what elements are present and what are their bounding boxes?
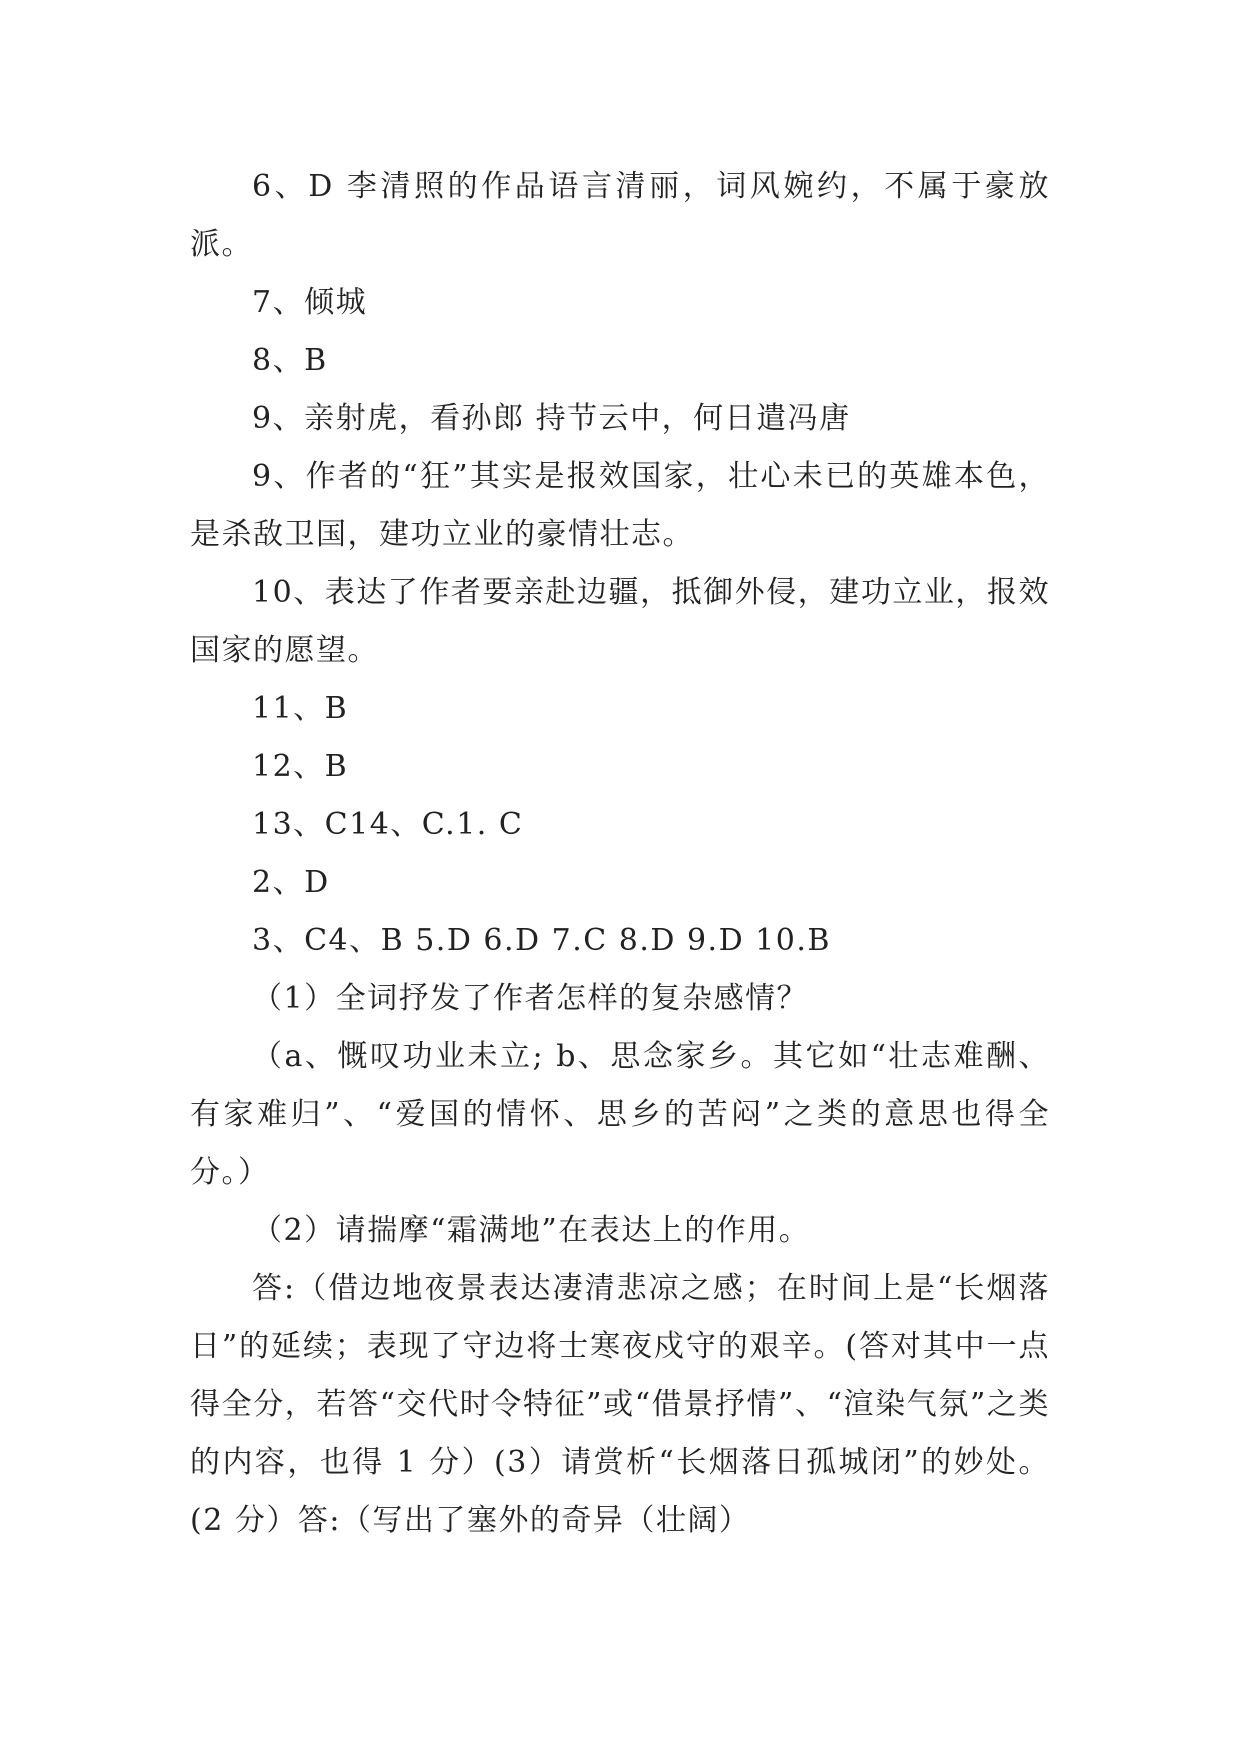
question-1: （1）全词抒发了作者怎样的复杂感情？: [252, 981, 809, 1016]
question-2: （2）请揣摩“霜满地”在表达上的作用。: [252, 1213, 811, 1248]
answer-item-13: 13、C14、C.1. C: [252, 807, 524, 842]
answer-item-10: 10、表达了作者要亲赴边疆，抵御外侵，建功立业，报效国家的愿望。: [190, 575, 1050, 668]
answer-item-3: 3、C4、B 5.D 6.D 7.C 8.D 9.D 10.B: [252, 923, 831, 958]
answer-item-11: 11、B: [252, 691, 349, 726]
answer-item-9b: 9、作者的“狂”其实是报效国家，壮心未已的英雄本色，是杀敌卫国，建功立业的豪情壮志。: [190, 459, 1050, 552]
answer-item-12: 12、B: [252, 749, 349, 784]
answer-text-body: [190, 158, 1050, 1550]
answer-1: （a、慨叹功业未立; b、思念家乡。其它如“壮志难酬、有家难归”、“爱国的情怀、思乡的苦闷”之类的意思也得全分。）: [190, 1039, 1050, 1190]
answer-2-and-question-3: 答:（借边地夜景表达凄清悲凉之感；在时间上是“长烟落日”的延续；表现了守边将士寒夜戍守的艰辛。(答对其中一点得全分，若答“交代时令特征”或“借景抒情”、“渲染气氛”之类的内容，也得 1 分）(3）请赏析“长烟落日孤城闭”的妙处。(2 分）答:（写出了塞外的奇异（壮阔）: [190, 1271, 1050, 1538]
answer-item-8: 8、B: [252, 343, 328, 378]
answer-item-2: 2、D: [252, 865, 330, 900]
answer-item-6: 6、D 李清照的作品语言清丽，词风婉约，不属于豪放派。: [190, 169, 1050, 262]
answer-item-7: 7、倾城: [252, 285, 368, 320]
answer-item-9a: 9、亲射虎，看孙郎 持节云中，何日遣冯唐: [252, 401, 851, 436]
